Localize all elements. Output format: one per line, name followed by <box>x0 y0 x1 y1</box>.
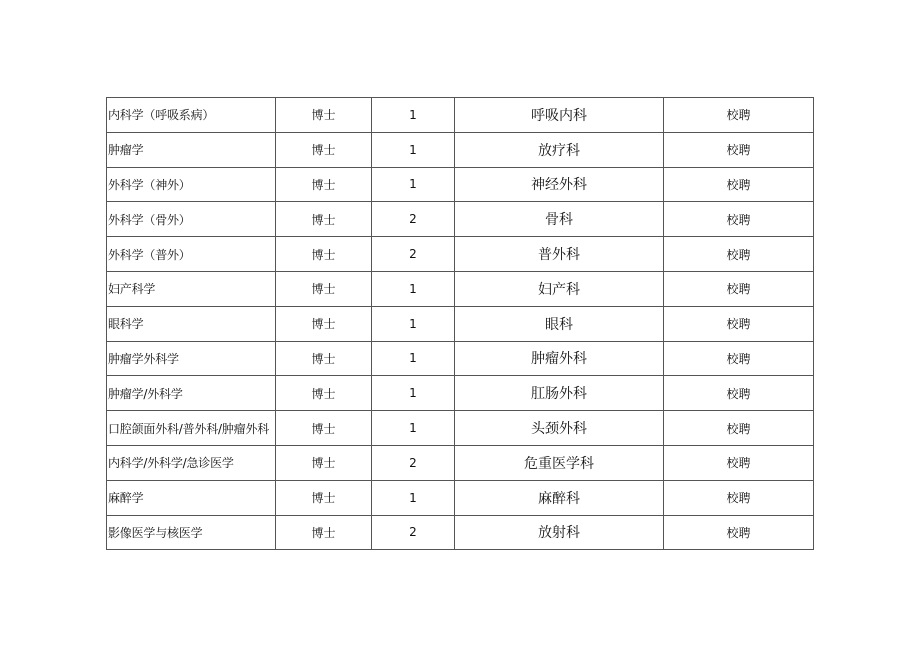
department-cell: 危重医学科 <box>455 445 664 480</box>
count-cell: 2 <box>372 515 455 550</box>
degree-cell: 博士 <box>276 480 372 515</box>
department-cell: 肛肠外科 <box>455 376 664 411</box>
department-cell: 妇产科 <box>455 271 664 306</box>
table-row <box>107 132 814 167</box>
table-row <box>107 515 814 550</box>
major-cell: 影像医学与核医学 <box>107 515 276 550</box>
recruit-method-cell: 校聘 <box>664 376 814 411</box>
department-cell: 肿瘤外科 <box>455 341 664 376</box>
count-cell: 1 <box>372 480 455 515</box>
major-cell: 眼科学 <box>107 306 276 341</box>
degree-cell: 博士 <box>276 445 372 480</box>
department-cell: 头颈外科 <box>455 411 664 446</box>
count-cell: 2 <box>372 445 455 480</box>
count-cell: 1 <box>372 167 455 202</box>
department-cell: 放疗科 <box>455 132 664 167</box>
major-cell: 外科学（神外） <box>107 167 276 202</box>
major-cell: 内科学（呼吸系病） <box>107 98 276 133</box>
major-cell: 肿瘤学外科学 <box>107 341 276 376</box>
count-cell: 2 <box>372 237 455 272</box>
count-cell: 2 <box>372 202 455 237</box>
recruit-method-cell: 校聘 <box>664 271 814 306</box>
degree-cell: 博士 <box>276 167 372 202</box>
major-cell: 肿瘤学 <box>107 132 276 167</box>
table-row <box>107 411 814 446</box>
degree-cell: 博士 <box>276 376 372 411</box>
table-row <box>107 167 814 202</box>
degree-cell: 博士 <box>276 202 372 237</box>
major-cell: 外科学（普外） <box>107 237 276 272</box>
recruit-method-cell: 校聘 <box>664 167 814 202</box>
table-row <box>107 376 814 411</box>
count-cell: 1 <box>372 271 455 306</box>
recruit-method-cell: 校聘 <box>664 132 814 167</box>
major-cell: 妇产科学 <box>107 271 276 306</box>
recruit-method-cell: 校聘 <box>664 306 814 341</box>
table-row <box>107 306 814 341</box>
count-cell: 1 <box>372 341 455 376</box>
table-row <box>107 202 814 237</box>
count-cell: 1 <box>372 376 455 411</box>
degree-cell: 博士 <box>276 98 372 133</box>
count-cell: 1 <box>372 306 455 341</box>
degree-cell: 博士 <box>276 271 372 306</box>
recruit-method-cell: 校聘 <box>664 202 814 237</box>
table-row <box>107 445 814 480</box>
table-row <box>107 271 814 306</box>
degree-cell: 博士 <box>276 341 372 376</box>
table-body <box>107 98 814 550</box>
major-cell: 麻醉学 <box>107 480 276 515</box>
major-cell: 内科学/外科学/急诊医学 <box>107 445 276 480</box>
recruit-method-cell: 校聘 <box>664 98 814 133</box>
department-cell: 呼吸内科 <box>455 98 664 133</box>
count-cell: 1 <box>372 411 455 446</box>
department-cell: 骨科 <box>455 202 664 237</box>
degree-cell: 博士 <box>276 515 372 550</box>
recruit-method-cell: 校聘 <box>664 515 814 550</box>
degree-cell: 博士 <box>276 132 372 167</box>
department-cell: 神经外科 <box>455 167 664 202</box>
degree-cell: 博士 <box>276 306 372 341</box>
table-row <box>107 341 814 376</box>
department-cell: 眼科 <box>455 306 664 341</box>
table-row <box>107 237 814 272</box>
major-cell: 口腔颌面外科/普外科/肿瘤外科 <box>107 411 276 446</box>
recruitment-table-container <box>106 97 813 550</box>
degree-cell: 博士 <box>276 237 372 272</box>
department-cell: 麻醉科 <box>455 480 664 515</box>
major-cell: 外科学（骨外） <box>107 202 276 237</box>
table-row <box>107 98 814 133</box>
recruit-method-cell: 校聘 <box>664 445 814 480</box>
degree-cell: 博士 <box>276 411 372 446</box>
department-cell: 普外科 <box>455 237 664 272</box>
count-cell: 1 <box>372 132 455 167</box>
recruit-method-cell: 校聘 <box>664 411 814 446</box>
recruit-method-cell: 校聘 <box>664 480 814 515</box>
table-row <box>107 480 814 515</box>
major-cell: 肿瘤学/外科学 <box>107 376 276 411</box>
recruit-method-cell: 校聘 <box>664 237 814 272</box>
count-cell: 1 <box>372 98 455 133</box>
recruit-method-cell: 校聘 <box>664 341 814 376</box>
recruitment-table <box>106 97 814 550</box>
department-cell: 放射科 <box>455 515 664 550</box>
